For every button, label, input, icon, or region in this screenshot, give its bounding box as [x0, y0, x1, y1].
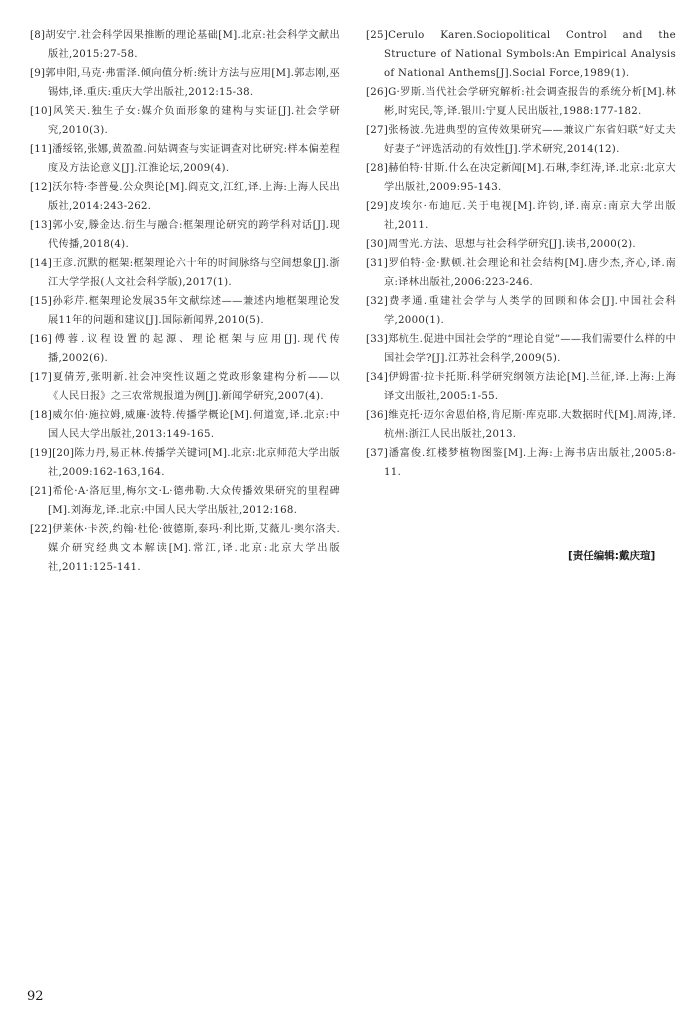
reference-item: [11]潘绥铭,张娜,黄盈盈.问姑调查与实证调查对比研究:样本偏差程度及方法论意义[J].江淮论坛,2009(4).: [30, 144, 340, 174]
references-left-column: [30, 26, 340, 577]
page-number: 92: [27, 989, 44, 1004]
reference-item: [15]孙彩芹.框架理论发展35年文献综述——兼述内地框架理论发展11年的问题和建议[J].国际新闻界,2010(5).: [30, 296, 340, 326]
reference-item: [10]风笑天.独生子女:媒介负面形象的建构与实证[J].社会学研究,2010(3).: [30, 106, 340, 136]
reference-item: [9]郭申阳,马克·弗雷泽.倾向值分析:统计方法与应用[M].郭志刚,巫锡炜,译.重庆:重庆大学出版社,2012:15-38.: [30, 68, 340, 98]
reference-item: [17]夏倩芳,张明新.社会冲突性议题之党政形象建构分析——以《人民日报》之三农常规报道为例[J].新闻学研究,2007(4).: [30, 372, 340, 402]
reference-item: [29]皮埃尔·布迪厄.关于电视[M].许钧,译.南京:南京大学出版社,2011.: [366, 201, 676, 231]
reference-item: [16]傅蓉.议程设置的起源、理论框架与应用[J].现代传播,2002(6).: [30, 334, 340, 364]
reference-item: [33]郑杭生.促进中国社会学的“理论自觉”——我们需要什么样的中国社会学?[J].江苏社会科学,2009(5).: [366, 334, 676, 364]
reference-item: [8]胡安宁.社会科学因果推断的理论基础[M].北京:社会科学文献出版社,2015:27-58.: [30, 30, 340, 60]
reference-item: [28]赫伯特·甘斯.什么在决定新闻[M].石琳,李红涛,译.北京:北京大学出版社,2009:95-143.: [366, 163, 676, 193]
reference-item: [18]威尔伯·施拉姆,威廉·波特.传播学概论[M].何道宽,译.北京:中国人民大学出版社,2013:149-165.: [30, 410, 340, 440]
reference-item: [21]希伦·A·洛厄里,梅尔文·L·德弗勒.大众传播效果研究的里程碑[M].刘海龙,译.北京:中国人民大学出版社,2012:168.: [30, 486, 340, 516]
reference-item: [32]费孝通.重建社会学与人类学的回顾和体会[J].中国社会科学,2000(1).: [366, 296, 676, 326]
references-right-column: [366, 26, 676, 482]
reference-item: [13]郭小安,滕金达.衍生与融合:框架理论研究的跨学科对话[J].现代传播,2018(4).: [30, 220, 340, 250]
reference-item: [26]G·罗斯.当代社会学研究解析:社会调查报告的系统分析[M].林彬,时宪民,等,译.银川:宁夏人民出版社,1988:177-182.: [366, 87, 676, 117]
reference-item: [19][20]陈力丹,易正林.传播学关键词[M].北京:北京师范大学出版社,2009:162-163,164.: [30, 448, 340, 478]
reference-item: [22]伊莱休·卡茨,约翰·杜伦·彼德斯,泰玛·利比斯,艾薇儿·奥尔洛夫.媒介研究经典文本解读[M].常江,译.北京:北京大学出版社,2011:125-141.: [30, 524, 340, 573]
reference-item: [14]王彦.沉默的框架:框架理论六十年的时间脉络与空间想象[J].浙江大学学报(人文社会科学版),2017(1).: [30, 258, 340, 288]
responsible-editor-note: [责任编辑:戴庆瑄]: [568, 550, 656, 562]
reference-item: [30]周雪光.方法、思想与社会科学研究[J].读书,2000(2).: [366, 239, 636, 250]
reference-item: [37]潘富俊.红楼梦植物图鉴[M].上海:上海书店出版社,2005:8-11.: [366, 448, 676, 478]
reference-item: [12]沃尔特·李普曼.公众舆论[M].阎克文,江红,译.上海:上海人民出版社,2014:243-262.: [30, 182, 340, 212]
reference-item: [27]张杨波.先进典型的宣传效果研究——兼议广东省妇联“好丈夫好妻子”评选活动的有效性[J].学术研究,2014(12).: [366, 125, 676, 155]
reference-item: [25]Cerulo Karen.Sociopolitical Control and the Structure of National Symbols:An Empirical Analysis of National Anthems[J].Social Force,1989(1).: [366, 30, 676, 79]
reference-item: [34]伊姆雷·拉卡托斯.科学研究纲领方法论[M].兰征,译.上海:上海译文出版社,2005:1-55.: [366, 372, 676, 402]
reference-item: [31]罗伯特·金·默顿.社会理论和社会结构[M].唐少杰,齐心,译.南京:译林出版社,2006:223-246.: [366, 258, 676, 288]
reference-item: [36]维克托·迈尔舍恩伯格,肯尼斯·库克耶.大数据时代[M].周涛,译.杭州:浙江人民出版社,2013.: [366, 410, 676, 440]
